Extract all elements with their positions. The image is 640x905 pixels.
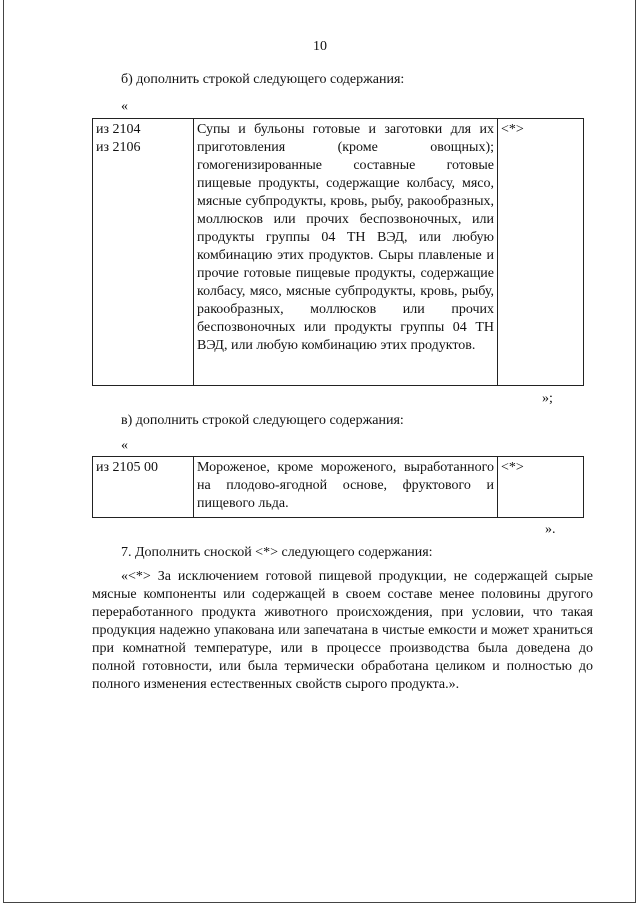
table-row [93,119,584,386]
item-7-heading: 7. Дополнить сноской <*> следующего содержания: [121,545,433,560]
description-cell: Мороженое, кроме мороженого, выработанного на плодово-ягодной основе, фруктового и пищевого льда. [194,457,498,518]
section-b-table [92,118,584,386]
note-cell: <*> [498,457,584,518]
code-cell: из 2105 00 [93,457,194,518]
page-number: 10 [313,39,327,54]
section-v-heading: в) дополнить строкой следующего содержания: [121,413,404,428]
section-v-table [92,456,584,518]
code-value: из 2106 [96,140,141,155]
code-value: из 2104 [96,122,141,137]
section-b-heading: б) дополнить строкой следующего содержания: [121,72,405,87]
section-v-close-quote: ». [545,522,556,537]
code-cell [93,119,194,386]
note-cell: <*> [498,119,584,386]
section-v-open-quote: « [121,438,128,453]
section-b-open-quote: « [121,99,128,114]
table-row [93,457,584,518]
footnote-paragraph: «<*> За исключением готовой пищевой продукции, не содержащей сырые мясные компоненты или содержащей в своем составе менее половины другого переработанного продукта животного происхождения, при условии, что такая продукция надежно упакована или запечатана в чистые емкости и может храниться при комнатной температуре, или в процессе производства была доведена до полной готовности, или была термически обработана целиком и полностью до полного изменения естественных свойств сырого продукта.». [92,569,593,692]
section-b-close-quote: »; [542,391,553,406]
description-cell: Супы и бульоны готовые и заготовки для их приготовления (кроме овощных); гомогенизированные составные готовые пищевые продукты, содержащие колбасу, мясо, мясные субпродукты, кровь, рыбу, ракообразных, моллюсков или прочих беспозвоночных, или продукты группы 04 ТН ВЭД, или любую комбинацию этих продуктов. Сыры плавленые и прочие готовые пищевые продукты, содержащие колбасу, мясо, мясные субпродукты, кровь, рыбу, ракообразных, моллюсков или прочих беспозвоночных или продукты группы 04 ТН ВЭД, или любую комбинацию этих продуктов. [194,119,498,386]
